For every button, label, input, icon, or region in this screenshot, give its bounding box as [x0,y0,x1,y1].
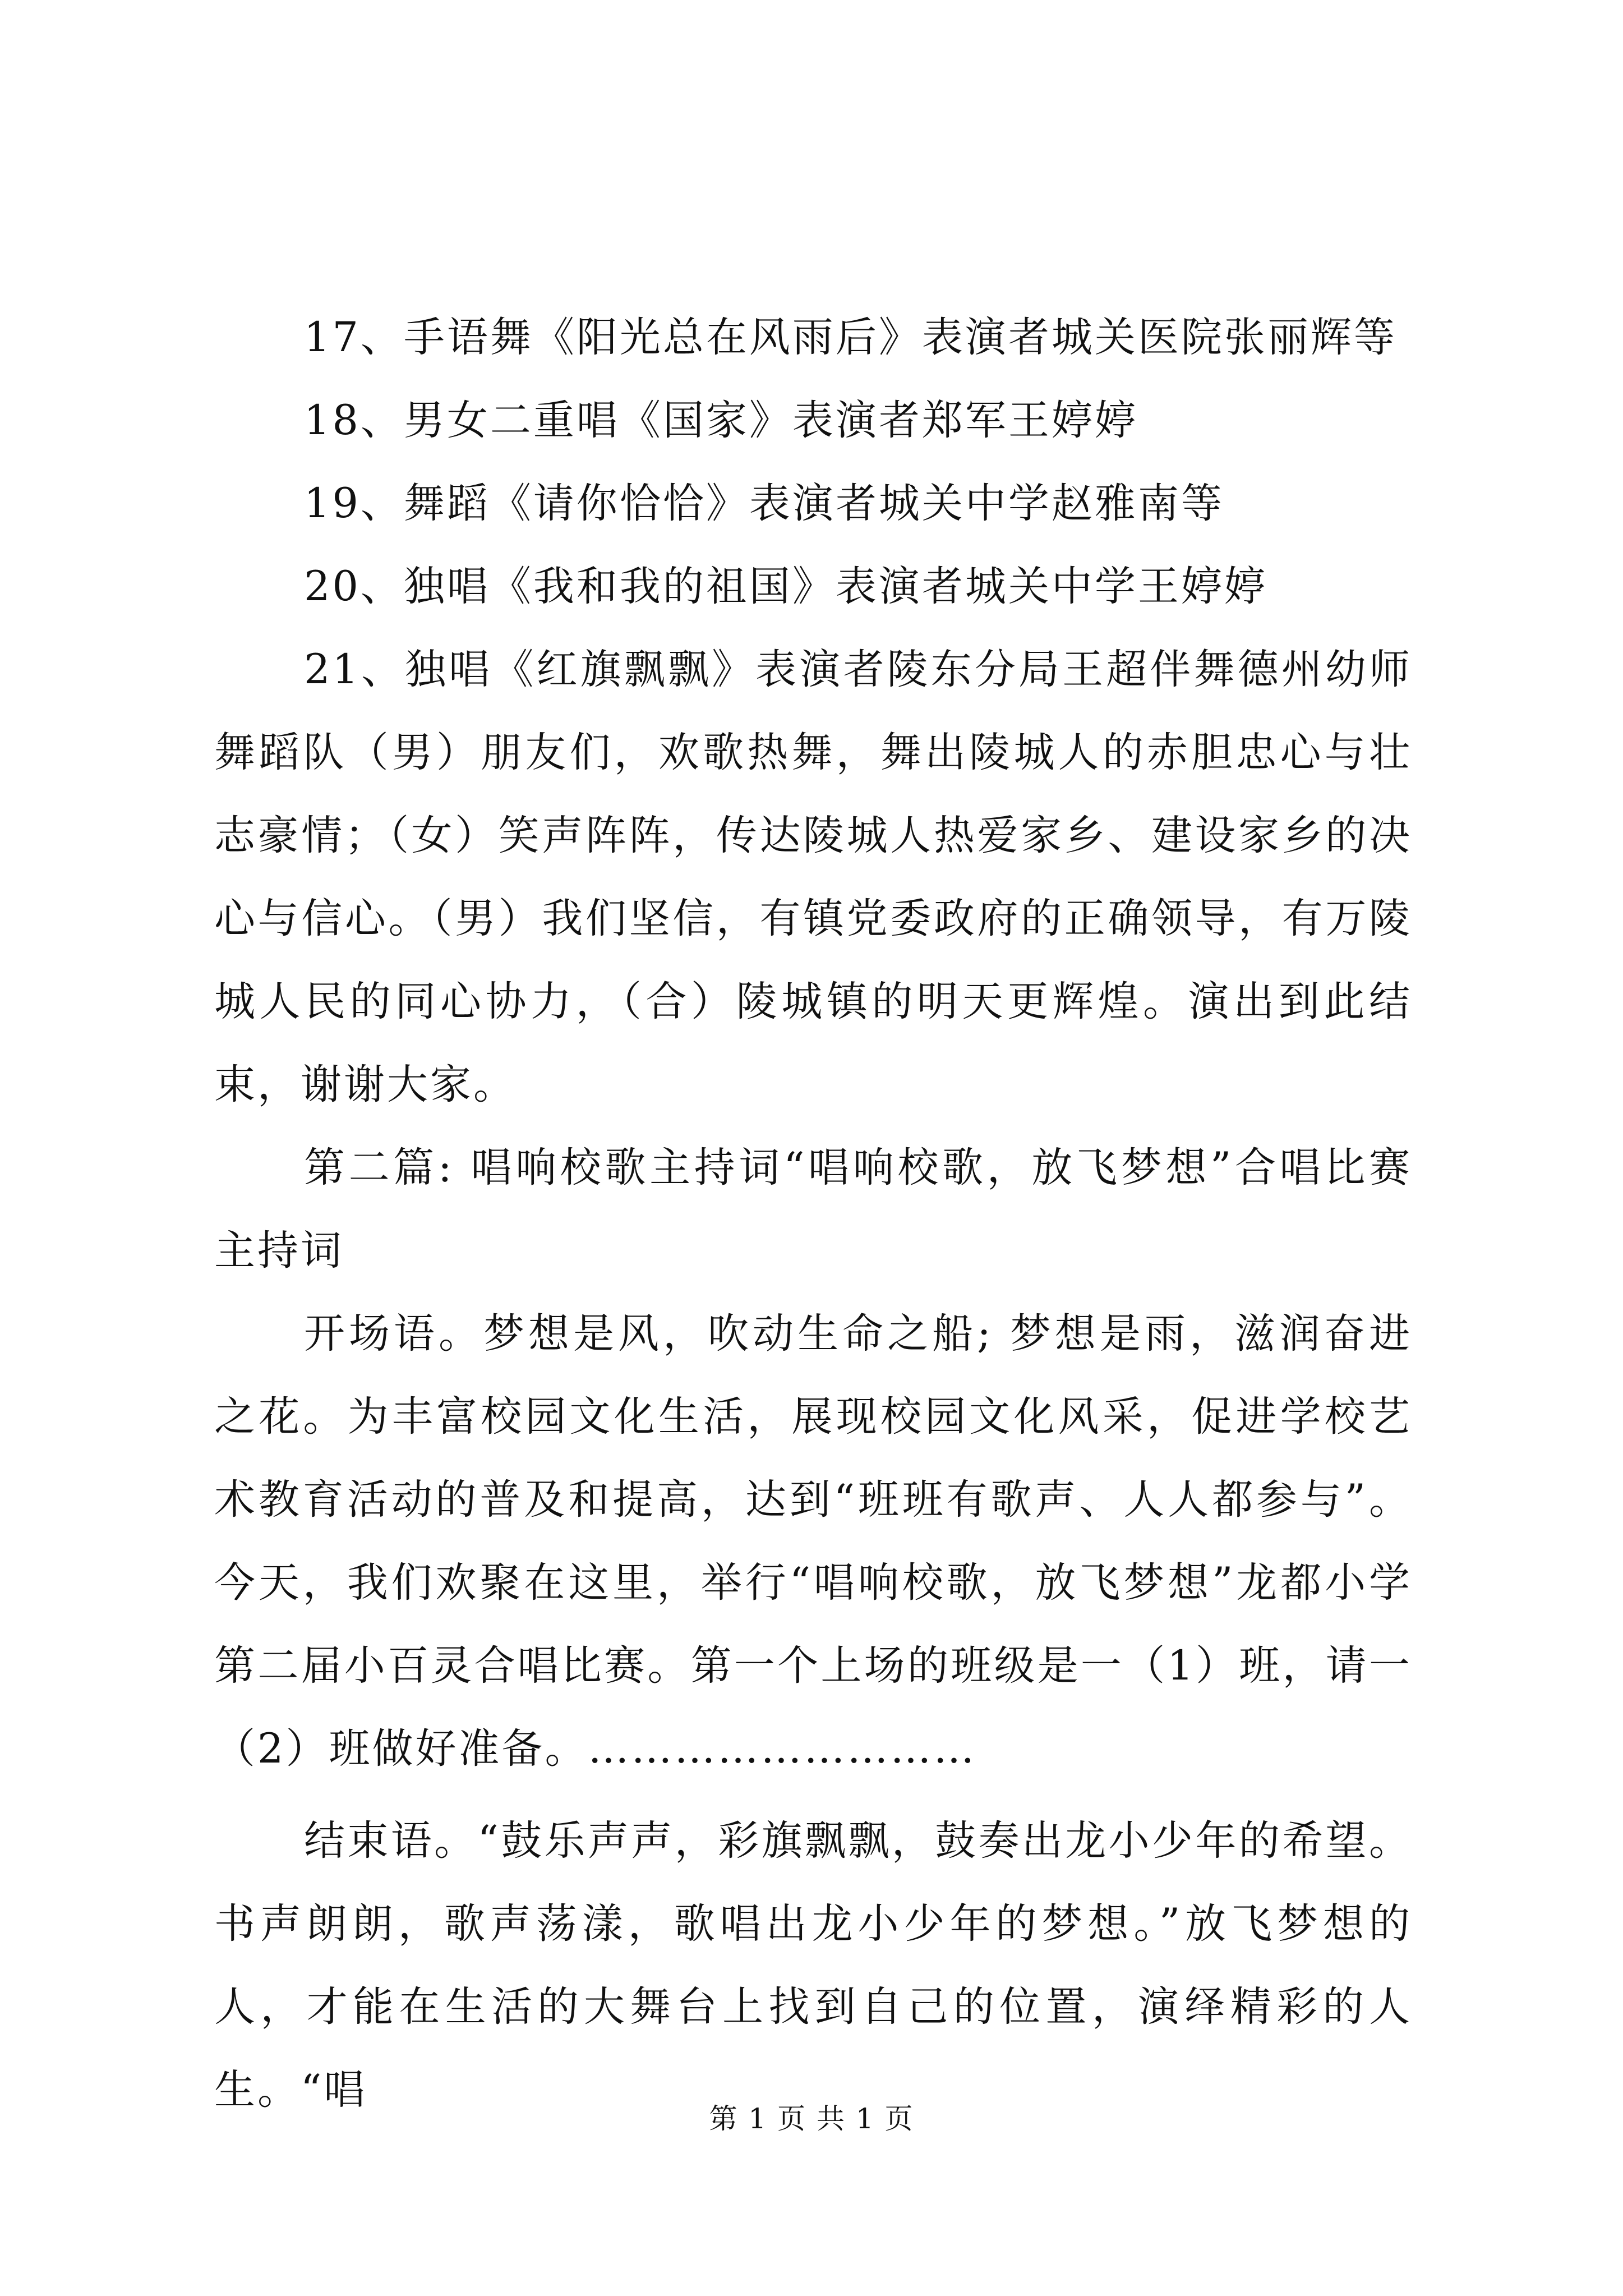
program-item-18: 18、男女二重唱《国家》表演者郑军王婷婷 [304,397,1138,444]
program-item-21-and-closing-remarks: 21、独唱《红旗飘飘》表演者陵东分局王超伴舞德州幼师舞蹈队（男）朋友们，欢歌热舞，舞出陵城人的赤胆忠心与壮志豪情；（女）笑声阵阵，传达陵城人热爱家乡、建设家乡的决心与信心。（男）我们坚信，有镇党委政府的正确领导，有万陵城人民的同心协力，（合）陵城镇的明天更辉煌。演出到此结束，谢谢大家。 [214,646,1412,1108]
document-body [214,296,1412,2132]
opening-remarks: 开场语。梦想是风，吹动生命之船; 梦想是雨，滋润奋进之花。为丰富校园文化生活，展现校园文化风采，促进学校艺术教育活动的普及和提高，达到“班班有歌声、人人都参与”。今天，我们欢聚在这里，举行“唱响校歌，放飞梦想”龙都小学第二届小百灵合唱比赛。第一个上场的班级是一（1）班，请一（2）班做好准备。……………………… [214,1310,1412,1773]
paragraph-spacer [214,1791,1412,1800]
program-item-17: 17、手语舞《阳光总在风雨后》表演者城关医院张丽辉等 [304,314,1397,361]
program-item-20: 20、独唱《我和我的祖国》表演者城关中学王婷婷 [304,563,1267,610]
program-item-19: 19、舞蹈《请你恰恰》表演者城关中学赵雅南等 [304,480,1224,527]
section-title: 第二篇: 唱响校歌主持词“唱响校歌，放飞梦想”合唱比赛主持词 [214,1144,1412,1274]
closing-remarks: 结束语。“鼓乐声声，彩旗飘飘，鼓奏出龙小少年的希望。书声朗朗，歌声荡漾，歌唱出龙小少年的梦想。”放飞梦想的人，才能在生活的大舞台上找到自己的位置，演绎精彩的人生。“唱 [214,1817,1412,2114]
page-footer: 第 1 页 共 1 页 [709,2102,914,2135]
